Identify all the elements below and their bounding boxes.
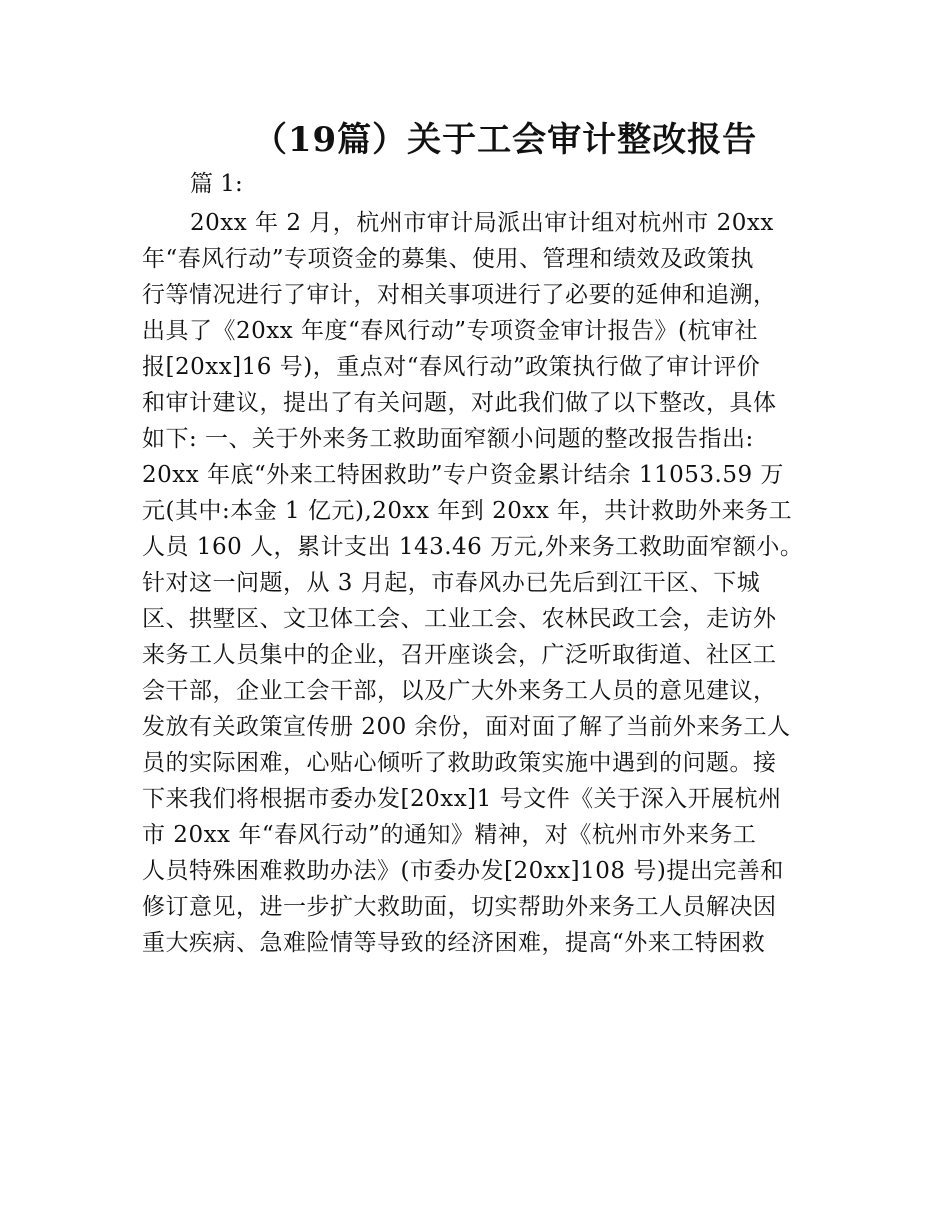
body-line: 报[20xx]16 号)，重点对“春风行动”政策执行做了审计评价 bbox=[142, 354, 761, 380]
body-line: 区、拱墅区、文卫体工会、工业工会、农林民政工会，走访外 bbox=[142, 606, 777, 632]
body-line: 修订意见，进一步扩大救助面，切实帮助外来务工人员解决因 bbox=[142, 894, 777, 920]
body-line: 如下: 一、关于外来务工救助面窄额小问题的整改报告指出: bbox=[142, 426, 754, 452]
body-line: 发放有关政策宣传册 200 余份，面对面了解了当前外来务工人 bbox=[142, 714, 791, 740]
body-line: 重大疾病、急难险情等导致的经济困难，提高“外来工特困救 bbox=[142, 930, 766, 956]
body-line: 针对这一问题，从 3 月起，市春风办已先后到江干区、下城 bbox=[142, 570, 761, 596]
document-title: （19篇）关于工会审计整改报告 bbox=[252, 120, 758, 160]
body-line: 行等情况进行了审计，对相关事项进行了必要的延伸和追溯， bbox=[142, 282, 777, 308]
body-line: 出具了《20xx 年度“春风行动”专项资金审计报告》(杭审社 bbox=[142, 318, 759, 344]
body-line: 年“春风行动”专项资金的募集、使用、管理和绩效及政策执 bbox=[142, 246, 755, 272]
body-line: 会干部，企业工会干部，以及广大外来务工人员的意见建议， bbox=[142, 678, 777, 704]
body-line: 元(其中:本金 1 亿元),20xx 年到 20xx 年，共计救助外来务工 bbox=[142, 498, 793, 524]
body-line: 下来我们将根据市委办发[20xx]1 号文件《关于深入开展杭州 bbox=[142, 786, 782, 812]
body-line: 市 20xx 年“春风行动”的通知》精神，对《杭州市外来务工 bbox=[142, 822, 757, 848]
body-line: 20xx 年底“外来工特困救助”专户资金累计结余 11053.59 万 bbox=[142, 462, 784, 488]
body-line: 20xx 年 2 月，杭州市审计局派出审计组对杭州市 20xx bbox=[190, 210, 774, 236]
section-label: 篇 1: bbox=[190, 171, 243, 197]
body-line: 员的实际困难，心贴心倾听了救助政策实施中遇到的问题。接 bbox=[142, 750, 777, 776]
body-line: 人员特殊困难救助办法》(市委办发[20xx]108 号)提出完善和 bbox=[142, 858, 784, 884]
body-line: 人员 160 人，累计支出 143.46 万元,外来务工救助面窄额小。 bbox=[142, 534, 804, 560]
body-line: 来务工人员集中的企业，召开座谈会，广泛听取街道、社区工 bbox=[142, 642, 777, 668]
body-line: 和审计建议，提出了有关问题，对此我们做了以下整改，具体 bbox=[142, 390, 777, 416]
